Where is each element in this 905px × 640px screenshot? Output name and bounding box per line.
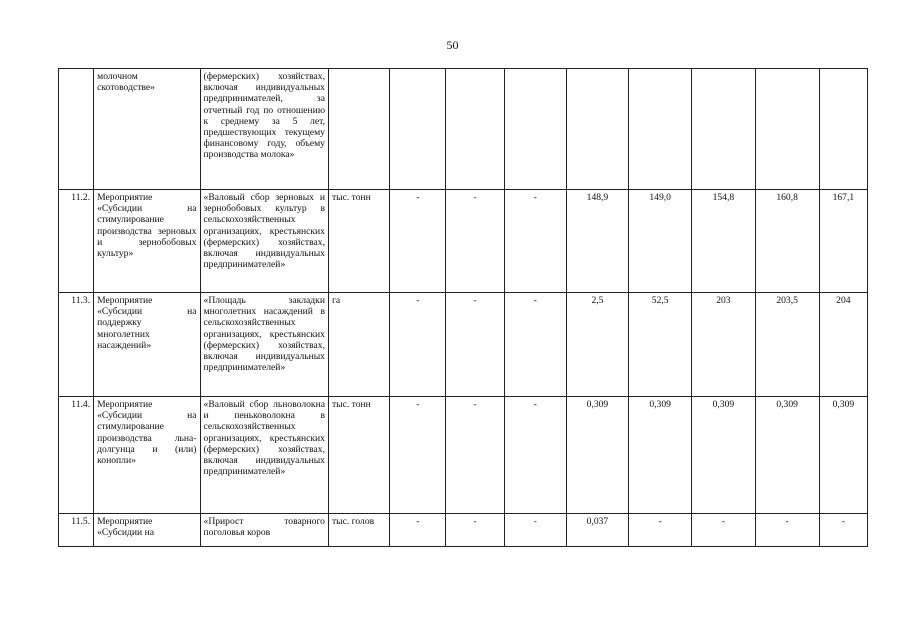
table-row <box>59 397 868 514</box>
value-cell: 0,309 <box>755 397 819 514</box>
row-number: 11.2. <box>59 190 94 293</box>
value-cell: - <box>390 190 446 293</box>
event-name: молочном скотоводстве» <box>94 69 200 190</box>
indicator-name: «Прирост товарного поголовья коров <box>200 514 328 547</box>
value-cell <box>755 69 819 190</box>
unit <box>328 69 389 190</box>
table-row <box>59 69 868 190</box>
value-cell: 0,309 <box>629 397 692 514</box>
unit: тыс. тонн <box>328 397 389 514</box>
value-cell: - <box>629 514 692 547</box>
value-cell: 0,309 <box>566 397 628 514</box>
value-cell: - <box>504 190 566 293</box>
value-cell: - <box>504 514 566 547</box>
value-cell: 203 <box>692 293 755 397</box>
unit: га <box>328 293 389 397</box>
value-cell: - <box>692 514 755 547</box>
value-cell: 2,5 <box>566 293 628 397</box>
value-cell <box>629 69 692 190</box>
page-number: 50 <box>446 38 459 52</box>
event-name: Мероприятие «Субсидии на поддержку многолетних насаждений» <box>94 293 200 397</box>
value-cell: 167,1 <box>819 190 867 293</box>
value-cell: 154,8 <box>692 190 755 293</box>
value-cell <box>504 69 566 190</box>
indicators-table <box>58 68 868 547</box>
value-cell: 160,8 <box>755 190 819 293</box>
value-cell: 0,309 <box>819 397 867 514</box>
value-cell <box>446 69 504 190</box>
value-cell: 0,037 <box>566 514 628 547</box>
value-cell <box>390 69 446 190</box>
unit: тыс. голов <box>328 514 389 547</box>
value-cell: - <box>446 293 504 397</box>
value-cell: 149,0 <box>629 190 692 293</box>
value-cell: 204 <box>819 293 867 397</box>
value-cell: - <box>504 293 566 397</box>
value-cell <box>819 69 867 190</box>
value-cell: 148,9 <box>566 190 628 293</box>
event-name: Мероприятие «Субсидии на <box>94 514 200 547</box>
indicator-name: «Валовый сбор зерновых и зернобобовых культур в сельскохозяйственных организациях, крестьянских (фермерских) хозяйствах, включая индивидуальных предпринимателей» <box>200 190 328 293</box>
value-cell: - <box>446 190 504 293</box>
row-number: 11.5. <box>59 514 94 547</box>
table-row <box>59 190 868 293</box>
value-cell: - <box>446 397 504 514</box>
row-number <box>59 69 94 190</box>
value-cell: 203,5 <box>755 293 819 397</box>
value-cell: - <box>390 293 446 397</box>
value-cell: - <box>819 514 867 547</box>
value-cell: - <box>755 514 819 547</box>
value-cell <box>566 69 628 190</box>
row-number: 11.4. <box>59 397 94 514</box>
indicator-name: (фермерских) хозяйствах, включая индивидуальных предпринимателей, за отчетный год по отношению к среднему за 5 лет, предшествующих текущему финансовому году, объему производства молока» <box>200 69 328 190</box>
value-cell: - <box>504 397 566 514</box>
value-cell: - <box>390 514 446 547</box>
unit: тыс. тонн <box>328 190 389 293</box>
row-number: 11.3. <box>59 293 94 397</box>
event-name: Мероприятие «Субсидии на стимулирование производства зерновых и зернобобовых культур» <box>94 190 200 293</box>
value-cell: - <box>446 514 504 547</box>
indicator-name: «Площадь закладки многолетних насаждений в сельскохозяйственных организациях, крестьянских (фермерских) хозяйствах, включая индивидуальных предпринимателей» <box>200 293 328 397</box>
event-name: Мероприятие «Субсидии на стимулирование производства льна-долгунца и (или) конопли» <box>94 397 200 514</box>
value-cell: 0,309 <box>692 397 755 514</box>
indicator-name: «Валовый сбор льноволокна и пеньковолокна в сельскохозяйственных организациях, крестьянских (фермерских) хозяйствах, включая индивидуальных предпринимателей» <box>200 397 328 514</box>
table-row <box>59 293 868 397</box>
value-cell <box>692 69 755 190</box>
value-cell: 52,5 <box>629 293 692 397</box>
value-cell: - <box>390 397 446 514</box>
table-row <box>59 514 868 547</box>
